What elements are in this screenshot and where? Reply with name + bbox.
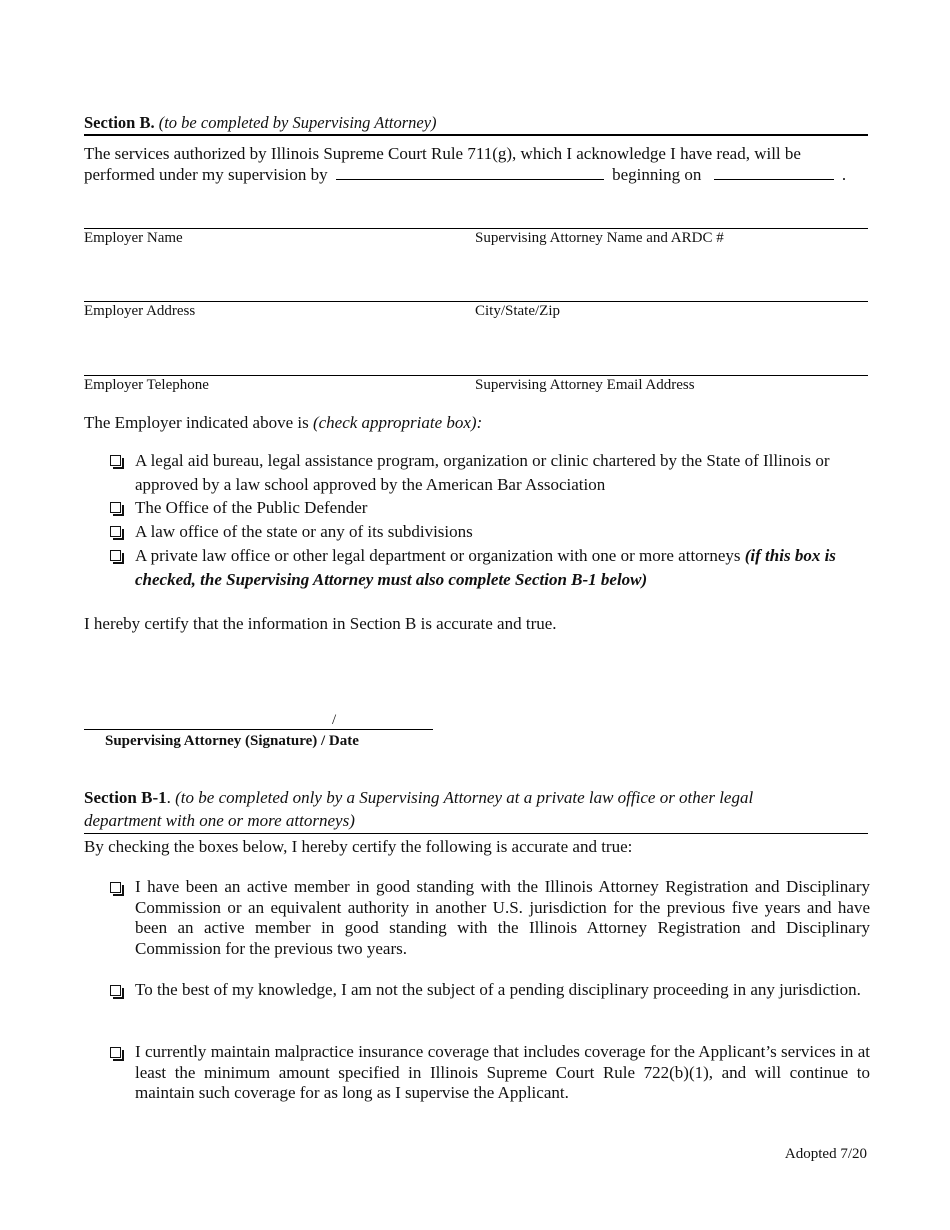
checkbox[interactable]: [110, 1047, 121, 1058]
employer-address-label: Employer Address: [84, 303, 196, 319]
employer-name-line[interactable]: [84, 228, 868, 229]
section-b1-subtitle: (to be completed only by a Supervising Attorney at a private law office or other legal: [175, 788, 754, 807]
employer-option-private-law-office: A private law office or other legal department or organization with one or more attorneys (if this box is checked, the Supervising Attorney must also complete Section B-1 below): [110, 544, 870, 592]
section-b-rule: [84, 134, 868, 136]
certification-item-malpractice: I currently maintain malpractice insurance coverage that includes coverage for the Applicant’s services in at least the minimum amount specified in Illinois Supreme Court Rule 722(b)(1), and will continue to maintain such coverage for as long as I supervise the Applicant.: [110, 1042, 870, 1104]
section-b-heading: [84, 113, 437, 133]
supervising-attorney-name-label: Supervising Attorney Name and ARDC #: [475, 230, 724, 246]
start-date-blank[interactable]: [714, 165, 834, 180]
checkbox[interactable]: [110, 455, 121, 466]
checkbox[interactable]: [110, 550, 121, 561]
section-b-title: Section B.: [84, 113, 155, 132]
signature-date-slash: /: [332, 712, 337, 728]
section-b-certification: I hereby certify that the information in Section B is accurate and true.: [84, 614, 557, 633]
employer-option-public-defender: The Office of the Public Defender: [110, 496, 870, 520]
signature-line[interactable]: [84, 729, 433, 730]
employer-name-label: Employer Name: [84, 230, 183, 246]
supervising-attorney-email-label: Supervising Attorney Email Address: [475, 377, 695, 393]
adopted-date: Adopted 7/20: [784, 1146, 867, 1162]
applicant-name-blank[interactable]: [336, 165, 604, 180]
section-b1-intro: By checking the boxes below, I hereby certify the following is accurate and true:: [84, 837, 633, 856]
certification-item-good-standing: I have been an active member in good standing with the Illinois Attorney Registration and Disciplinary Commission or an equivalent authority in another U.S. jurisdiction for the previous five years and have been an active member in good standing with the Illinois Attorney Registration and Disciplinary Commission for the previous two years.: [110, 877, 870, 959]
employer-option-state-law-office: A law office of the state or any of its subdivisions: [110, 520, 870, 544]
checkbox[interactable]: [110, 526, 121, 537]
section-b-subtitle: (to be completed by Supervising Attorney): [158, 113, 437, 132]
certification-item-no-disciplinary: To the best of my knowledge, I am not the subject of a pending disciplinary proceeding in any jurisdiction.: [110, 980, 870, 1001]
signature-label: Supervising Attorney (Signature) / Date: [105, 733, 359, 749]
employer-telephone-line[interactable]: [84, 375, 868, 376]
checkbox[interactable]: [110, 502, 121, 513]
checkbox[interactable]: [110, 882, 121, 893]
section-b1-title: Section B-1: [84, 788, 167, 807]
intro-line-1: The services authorized by Illinois Supreme Court Rule 711(g), which I acknowledge I have read, will be: [84, 144, 801, 163]
section-b1-note: (if this box is checked, the Supervising Attorney must also complete Section B-1 below): [135, 546, 836, 589]
section-b-intro: [84, 143, 874, 185]
city-state-zip-label: City/State/Zip: [475, 303, 560, 319]
intro-line-2: performed under my supervision by beginning on .: [84, 165, 847, 184]
section-b1-rule: [84, 833, 868, 834]
employer-address-line[interactable]: [84, 301, 868, 302]
checkbox[interactable]: [110, 985, 121, 996]
employer-type-prompt: The Employer indicated above is (check appropriate box):: [84, 413, 483, 432]
employer-telephone-label: Employer Telephone: [84, 377, 209, 393]
section-b1-heading: Section B-1. (to be completed only by a Supervising Attorney at a private law office or other legal department with one or more attorneys): [84, 788, 754, 830]
employer-option-legal-aid: A legal aid bureau, legal assistance program, organization or clinic chartered by the State of Illinois or approved by a law school approved by the American Bar Association: [110, 449, 870, 497]
